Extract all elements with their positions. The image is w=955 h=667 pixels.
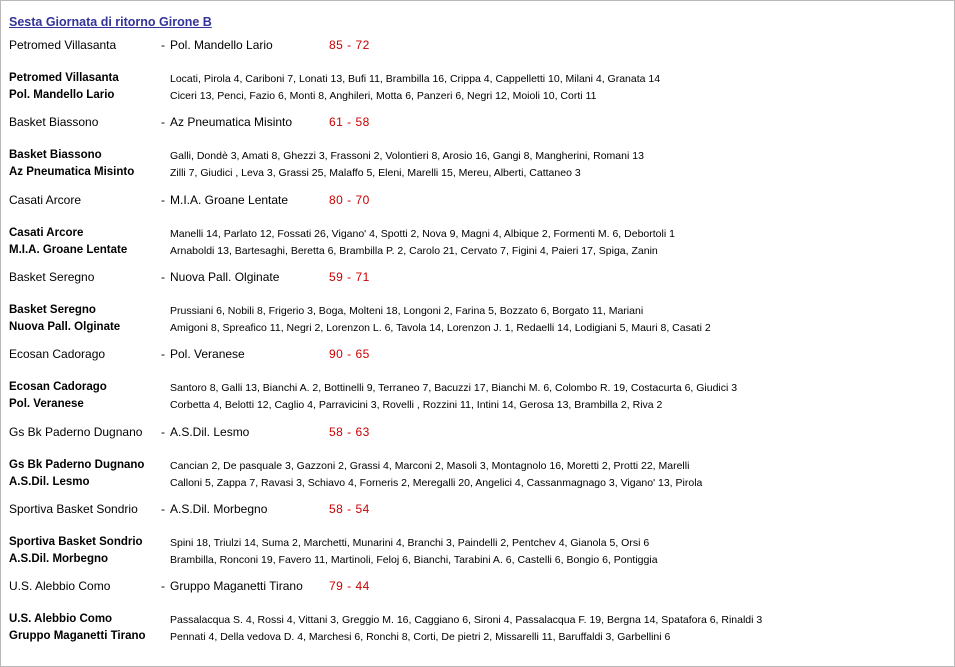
home-lineup-players: Galli, Dondè 3, Amati 8, Ghezzi 3, Frassoni 2, Volontieri 8, Arosio 16, Gangi 8, Mangherini, Romani 13: [170, 150, 644, 162]
away-team-name: Pol. Veranese: [170, 347, 245, 361]
versus-dash: -: [161, 115, 165, 129]
away-team-name: Az Pneumatica Misinto: [170, 115, 293, 129]
home-team-name: Sportiva Basket Sondrio: [9, 502, 138, 516]
away-lineup-team: A.S.Dil. Morbegno: [9, 553, 109, 565]
away-lineup-team: A.S.Dil. Lesmo: [9, 476, 90, 488]
away-lineup-players: Corbetta 4, Belotti 12, Caglio 4, Parravicini 3, Rovelli , Rozzini 11, Intini 14, Gerosa 13, Brambilla 2, Riva 2: [170, 399, 663, 411]
away-lineup-team: Az Pneumatica Misinto: [9, 166, 135, 178]
page-title[interactable]: Sesta Giornata di ritorno Girone B: [9, 15, 212, 29]
home-team-name: Ecosan Cadorago: [9, 347, 106, 361]
away-lineup-team: M.I.A. Groane Lentate: [9, 244, 128, 256]
versus-dash: -: [161, 347, 165, 361]
home-lineup-players: Cancian 2, De pasquale 3, Gazzoni 2, Grassi 4, Marconi 2, Masoli 3, Montagnolo 16, Moretti 2, Protti 22, Marelli: [170, 460, 690, 472]
away-lineup-players: Brambilla, Ronconi 19, Favero 11, Martinoli, Feloj 6, Bianchi, Tarabini A. 6, Castelli 6, Bongio 6, Pontiggia: [170, 554, 658, 566]
away-lineup-players: Amigoni 8, Spreafico 11, Negri 2, Lorenzon L. 6, Tavola 14, Lorenzon J. 1, Redaelli 14, Lodigiani 5, Mauri 8, Casati 2: [170, 322, 711, 334]
home-lineup-players: Spini 18, Triulzi 14, Suma 2, Marchetti, Munarini 4, Branchi 3, Paindelli 2, Pentchev 4, Gianola 5, Orsi 6: [170, 537, 650, 549]
home-lineup-team: Gs Bk Paderno Dugnano: [9, 459, 145, 471]
home-lineup-team: Ecosan Cadorago: [9, 381, 107, 393]
away-lineup-team: Pol. Veranese: [9, 398, 84, 410]
home-lineup-team: Basket Seregno: [9, 304, 96, 316]
home-lineup-team: Casati Arcore: [9, 227, 84, 239]
home-team-name: Basket Biassono: [9, 115, 99, 129]
away-lineup-players: Zilli 7, Giudici , Leva 3, Grassi 25, Malaffo 5, Eleni, Marelli 15, Mereu, Alberti, Cattaneo 3: [170, 167, 581, 179]
home-lineup-team: Basket Biassono: [9, 149, 102, 161]
home-lineup-players: Santoro 8, Galli 13, Bianchi A. 2, Bottinelli 9, Terraneo 7, Bacuzzi 17, Bianchi M. 6, Colombo R. 19, Costacurta 6, Giudici 3: [170, 382, 738, 394]
versus-dash: -: [161, 270, 165, 284]
match-score: 61 - 58: [329, 115, 370, 129]
away-team-name: A.S.Dil. Lesmo: [170, 425, 250, 439]
away-team-name: A.S.Dil. Morbegno: [170, 502, 268, 516]
home-lineup-players: Passalacqua S. 4, Rossi 4, Vittani 3, Greggio M. 16, Caggiano 6, Sironi 4, Passalacqua F. 19, Bergna 14, Spatafora 6, Rinaldi 3: [170, 614, 763, 626]
match-score: 79 - 44: [329, 579, 370, 593]
home-lineup-players: Manelli 14, Parlato 12, Fossati 26, Vigano' 4, Spotti 2, Nova 9, Magni 4, Albique 2, Formenti M. 6, Debortoli 1: [170, 228, 675, 240]
match-score: 58 - 63: [329, 425, 370, 439]
away-lineup-team: Gruppo Maganetti Tirano: [9, 630, 146, 642]
away-lineup-players: Ciceri 13, Penci, Fazio 6, Monti 8, Anghileri, Motta 6, Panzeri 6, Negri 12, Moioli 10, Corti 11: [170, 90, 597, 102]
versus-dash: -: [161, 579, 165, 593]
home-team-name: U.S. Alebbio Como: [9, 579, 111, 593]
away-team-name: M.I.A. Groane Lentate: [170, 193, 289, 207]
away-lineup-players: Arnaboldi 13, Bartesaghi, Beretta 6, Brambilla P. 2, Carolo 21, Cervato 7, Figini 4, Paieri 17, Spiga, Zanin: [170, 245, 658, 257]
match-score: 85 - 72: [329, 38, 370, 52]
match-score: 58 - 54: [329, 502, 370, 516]
home-lineup-team: Petromed Villasanta: [9, 72, 119, 84]
match-score: 80 - 70: [329, 193, 370, 207]
away-lineup-players: Pennati 4, Della vedova D. 4, Marchesi 6, Ronchi 8, Corti, De pietri 2, Missarelli 11, Baruffaldi 3, Garbellini 6: [170, 631, 671, 643]
home-lineup-team: U.S. Alebbio Como: [9, 613, 113, 625]
versus-dash: -: [161, 502, 165, 516]
home-lineup-players: Prussiani 6, Nobili 8, Frigerio 3, Boga, Molteni 18, Longoni 2, Farina 5, Bozzato 6, Borgato 11, Mariani: [170, 305, 644, 317]
home-lineup-team: Sportiva Basket Sondrio: [9, 536, 143, 548]
away-team-name: Gruppo Maganetti Tirano: [170, 579, 303, 593]
home-team-name: Casati Arcore: [9, 193, 82, 207]
versus-dash: -: [161, 193, 165, 207]
match-score: 59 - 71: [329, 270, 370, 284]
away-team-name: Nuova Pall. Olginate: [170, 270, 280, 284]
match-score: 90 - 65: [329, 347, 370, 361]
home-team-name: Petromed Villasanta: [9, 38, 117, 52]
versus-dash: -: [161, 425, 165, 439]
away-team-name: Pol. Mandello Lario: [170, 38, 273, 52]
home-team-name: Gs Bk Paderno Dugnano: [9, 425, 143, 439]
away-lineup-players: Calloni 5, Zappa 7, Ravasi 3, Schiavo 4, Forneris 2, Meregalli 20, Angelici 4, Cassanmagnago 3, Vigano' 13, Pirola: [170, 477, 703, 489]
away-lineup-team: Pol. Mandello Lario: [9, 89, 115, 101]
versus-dash: -: [161, 38, 165, 52]
home-lineup-players: Locati, Pirola 4, Cariboni 7, Lonati 13, Bufi 11, Brambilla 16, Crippa 4, Cappelletti 10, Milani 4, Granata 14: [170, 73, 661, 85]
away-lineup-team: Nuova Pall. Olginate: [9, 321, 121, 333]
home-team-name: Basket Seregno: [9, 270, 95, 284]
